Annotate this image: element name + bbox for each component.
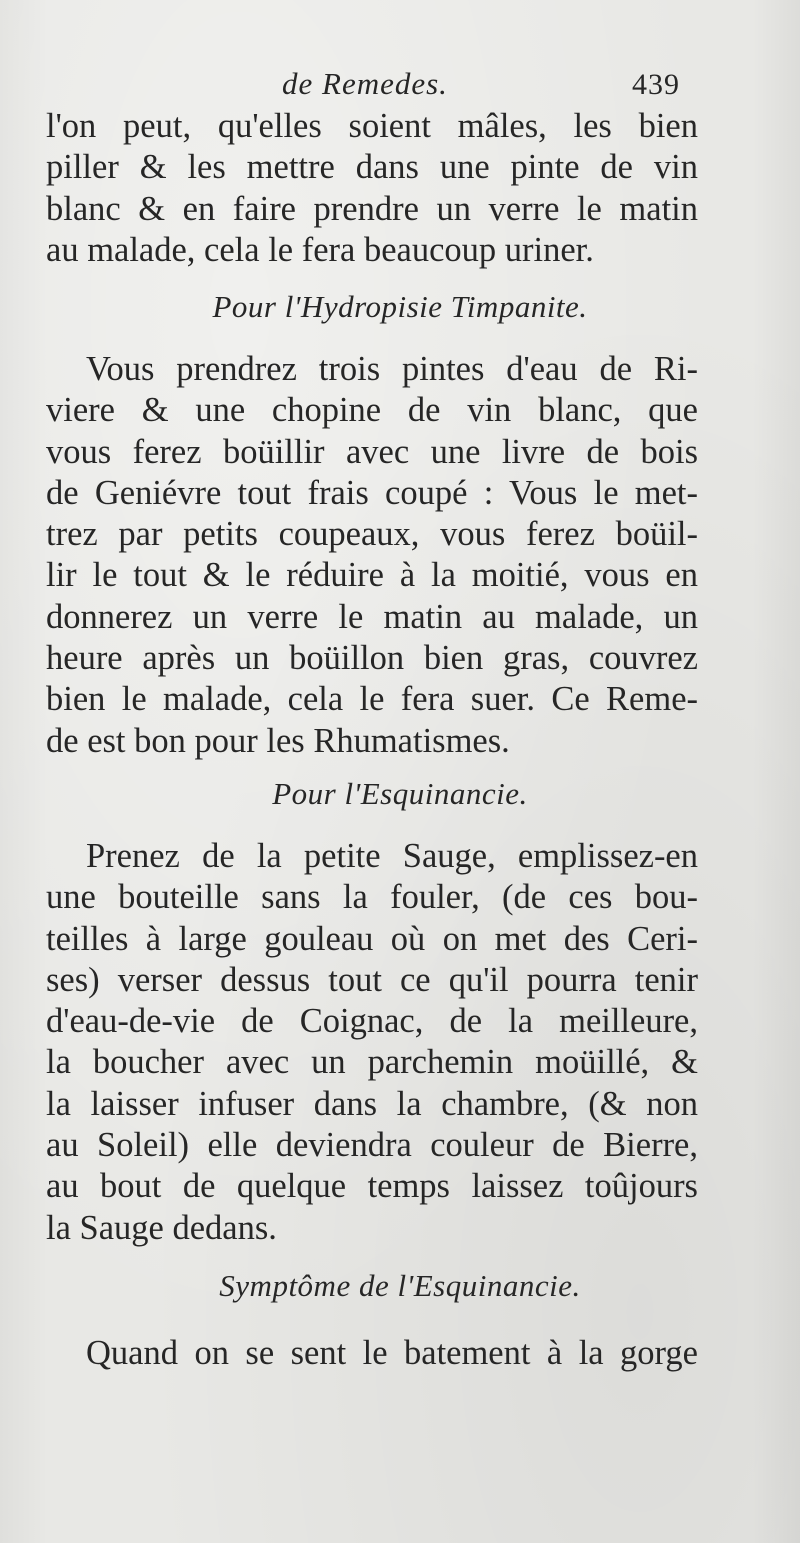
paragraph-esquinancie <box>46 836 698 1249</box>
text-line: viere & une chopine de vin blanc, que <box>46 391 698 430</box>
text-line: d'eau-de-vie de Coignac, de la meilleure, <box>46 1002 698 1041</box>
page-number: 439 <box>632 68 680 101</box>
text-line: au bout de quelque temps laissez toûjours <box>46 1167 698 1206</box>
text-line: lir le tout & le réduire à la moitié, vous en <box>46 556 698 595</box>
text-line: la Sauge dedans. <box>46 1208 277 1247</box>
text-line: teilles à large gouleau où on met des Ceri- <box>46 919 698 958</box>
text-line: piller & les mettre dans une pinte de vin <box>46 148 698 187</box>
text-line: trez par petits coupeaux, vous ferez boüil- <box>46 515 698 554</box>
text-line: Prenez de la petite Sauge, emplissez-en <box>86 837 698 875</box>
page-header <box>0 66 800 106</box>
text-line: vous ferez boüillir avec une livre de bois <box>46 432 698 471</box>
section-heading-esquinancie: Pour l'Esquinancie. <box>272 776 528 811</box>
text-line: la laisser infuser dans la chambre, (& non <box>46 1084 698 1123</box>
text-line: une bouteille sans la fouler, (de ces bou- <box>46 878 698 917</box>
text-line: blanc & en faire prendre un verre le matin <box>46 189 698 228</box>
paragraph-symptome <box>46 1333 698 1374</box>
text-line: au Soleil) elle deviendra couleur de Bierre, <box>46 1126 698 1165</box>
paragraph-continuation <box>46 106 698 271</box>
text-line: donnerez un verre le matin au malade, un <box>46 597 698 636</box>
text-line: la boucher avec un parchemin moüillé, & <box>46 1043 698 1082</box>
text-line: de est bon pour les Rhumatismes. <box>46 721 510 760</box>
text-line: au malade, cela le fera beaucoup uriner. <box>46 230 594 269</box>
section-heading-symptome: Symptôme de l'Esquinancie. <box>219 1268 581 1303</box>
running-title: de Remedes. <box>282 66 448 101</box>
text-line: Quand on se sent le batement à la gorge <box>86 1334 698 1372</box>
text-line: l'on peut, qu'elles soient mâles, les bien <box>46 107 698 145</box>
text-line: ses) verser dessus tout ce qu'il pourra tenir <box>46 960 698 999</box>
section-heading-hydropisie: Pour l'Hydropisie Timpanite. <box>212 289 588 324</box>
text-line: bien le malade, cela le fera suer. Ce Reme- <box>46 680 698 719</box>
text-line: heure après un boüillon bien gras, couvrez <box>46 639 698 678</box>
text-line: Vous prendrez trois pintes d'eau de Ri- <box>86 350 698 388</box>
text-line: de Geniévre tout frais coupé : Vous le met- <box>46 473 698 512</box>
paragraph-hydropisie <box>46 349 698 762</box>
